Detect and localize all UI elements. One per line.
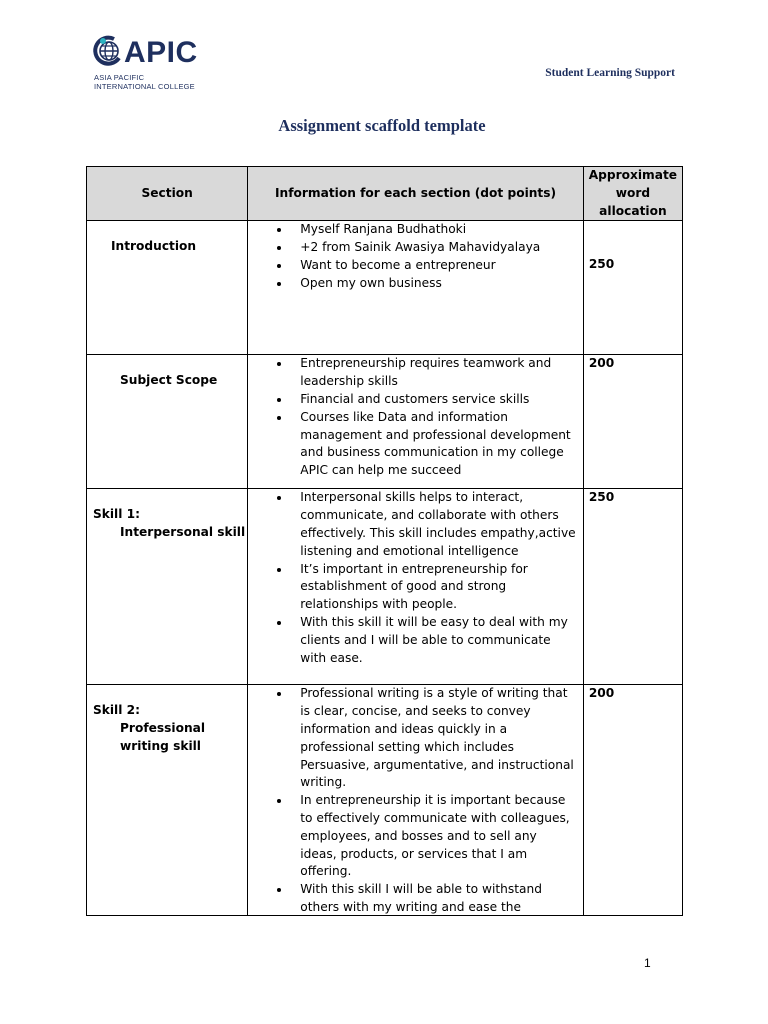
header-section: Section	[87, 167, 248, 221]
dot-point-list	[248, 355, 583, 480]
document-title: Assignment scaffold template	[278, 116, 486, 135]
section-cell	[87, 685, 248, 916]
list-item: Want to become a entrepreneur	[300, 257, 577, 275]
list-item: Entrepreneurship requires teamwork and leadership skills	[300, 355, 577, 391]
header-info: Information for each section (dot points)	[248, 167, 584, 221]
list-item: It’s important in entrepreneurship for establishment of good and strong relationships with people.	[300, 561, 577, 614]
word-allocation: 200	[583, 355, 682, 489]
apic-logo	[92, 34, 204, 92]
list-item: With this skill it will be easy to deal with my clients and I will be able to communicate with ease.	[300, 614, 577, 667]
header-words: Approximate word allocation	[583, 167, 682, 221]
section-label: Introduction	[111, 239, 197, 254]
list-item: Professional writing is a style of writing that is clear, concise, and seeks to convey information and ideas quickly in a professional setting which includes Persuasive, argumentative, and instructional writing.	[300, 685, 577, 792]
info-cell	[248, 685, 584, 916]
list-item: Myself Ranjana Budhathoki	[300, 221, 577, 239]
table-header-row	[87, 167, 683, 221]
header-department: Student Learning Support	[545, 67, 675, 79]
list-item: In entrepreneurship it is important because to effectively communicate with colleagues, employees, and bosses and to sell any ideas, products, or services that I am offering.	[300, 792, 577, 881]
logo-wordmark: APIC	[124, 36, 198, 69]
dot-point-list	[248, 221, 583, 292]
section-label: Skill 1:	[93, 507, 141, 522]
list-item: Open my own business	[300, 275, 577, 293]
section-cell	[87, 221, 248, 355]
logo-subtitle-line1: ASIA PACIFIC	[94, 73, 145, 82]
table-row	[87, 221, 683, 355]
list-item: Interpersonal skills helps to interact, communicate, and collaborate with others effectively. This skill includes empathy,active listening and emotional intelligence	[300, 489, 577, 560]
logo-subtitle-line2: INTERNATIONAL COLLEGE	[94, 82, 195, 91]
list-item: +2 from Sainik Awasiya Mahavidyalaya	[300, 239, 577, 257]
section-label: Skill 2:	[93, 703, 141, 718]
section-sublabel: Interpersonal skill	[120, 525, 246, 540]
section-label: Subject Scope	[120, 373, 218, 388]
globe-icon	[92, 34, 124, 68]
word-allocation: 250	[583, 221, 682, 355]
section-cell	[87, 489, 248, 685]
list-item: Financial and customers service skills	[300, 391, 577, 409]
word-allocation: 250	[583, 489, 682, 685]
word-allocation: 200	[583, 685, 682, 916]
table-row	[87, 355, 683, 489]
scaffold-table	[86, 166, 683, 916]
list-item: Courses like Data and information management and professional development and business communication in my college APIC can help me succeed	[300, 409, 577, 480]
info-cell	[248, 489, 584, 685]
info-clip	[248, 685, 583, 915]
info-cell	[248, 355, 584, 489]
dot-point-list	[248, 489, 583, 667]
section-cell	[87, 355, 248, 489]
page-number: 1	[644, 956, 651, 970]
table-row	[87, 489, 683, 685]
section-sublabel: Professional writing skill	[120, 721, 206, 753]
info-cell	[248, 221, 584, 355]
table-row	[87, 685, 683, 916]
dot-point-list	[248, 685, 583, 915]
list-item: With this skill I will be able to withstand others with my writing and ease the	[300, 881, 577, 915]
